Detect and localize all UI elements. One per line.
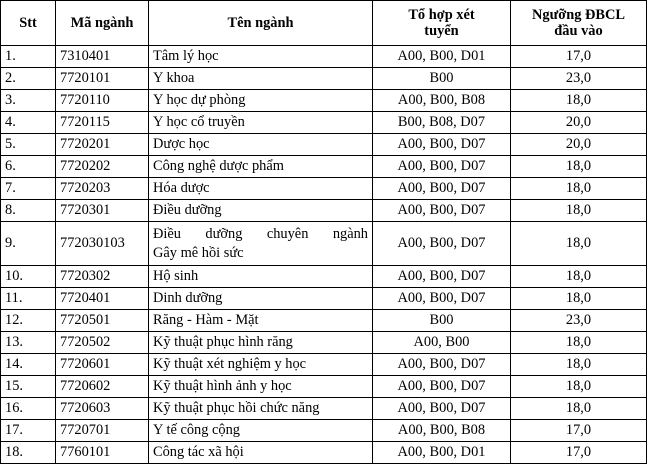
- cell-stt: 17.: [1, 420, 56, 442]
- cell-combo: B00: [373, 68, 511, 90]
- cell-score: 18,0: [511, 178, 647, 200]
- cell-code: 772030103: [56, 222, 149, 266]
- header-score: [511, 1, 647, 46]
- cell-stt: 16.: [1, 398, 56, 420]
- table-row: [1, 354, 647, 376]
- cell-stt: 1.: [1, 46, 56, 68]
- cell-name: Hộ sinh: [149, 266, 373, 288]
- cell-name-line1: Điều dưỡng chuyên ngành: [153, 225, 368, 242]
- cell-combo: A00, B00, D07: [373, 156, 511, 178]
- cell-stt: 7.: [1, 178, 56, 200]
- cell-code: 7720302: [56, 266, 149, 288]
- cell-name: Y tế công cộng: [149, 420, 373, 442]
- header-code: Mã ngành: [56, 1, 149, 46]
- cell-name: Y học cổ truyền: [149, 112, 373, 134]
- cell-name: Kỹ thuật phục hồi chức năng: [149, 398, 373, 420]
- cell-combo: A00, B00, D01: [373, 46, 511, 68]
- cell-combo: B00, B08, D07: [373, 112, 511, 134]
- cell-stt: 13.: [1, 332, 56, 354]
- cell-name: Dược học: [149, 134, 373, 156]
- cell-name: Công nghệ dược phẩm: [149, 156, 373, 178]
- header-score-line1: Ngưỡng ĐBCL: [532, 7, 625, 23]
- header-combo: [373, 1, 511, 46]
- cell-combo: A00, B00, D07: [373, 376, 511, 398]
- cell-stt: 2.: [1, 68, 56, 90]
- cell-name: Kỹ thuật hình ảnh y học: [149, 376, 373, 398]
- cell-score: 18,0: [511, 376, 647, 398]
- cell-name: Dinh dưỡng: [149, 288, 373, 310]
- cell-combo: A00, B00, D07: [373, 200, 511, 222]
- table-row: [1, 134, 647, 156]
- cell-stt: 5.: [1, 134, 56, 156]
- table-row: [1, 398, 647, 420]
- header-combo-line1: Tổ hợp xét: [408, 7, 475, 23]
- header-row: [1, 1, 647, 46]
- cell-stt: 15.: [1, 376, 56, 398]
- table-row: [1, 420, 647, 442]
- cell-stt: 3.: [1, 90, 56, 112]
- table-row: [1, 68, 647, 90]
- cell-score: 18,0: [511, 156, 647, 178]
- cell-name: Kỹ thuật phục hình răng: [149, 332, 373, 354]
- cell-code: 7720201: [56, 134, 149, 156]
- cell-code: 7720501: [56, 310, 149, 332]
- cell-combo: A00, B00, D07: [373, 288, 511, 310]
- cell-combo: A00, B00, D07: [373, 178, 511, 200]
- cell-stt: 11.: [1, 288, 56, 310]
- cell-name: Công tác xã hội: [149, 442, 373, 464]
- cell-score: 18,0: [511, 200, 647, 222]
- cell-combo: A00, B00, D07: [373, 134, 511, 156]
- cell-combo: A00, B00: [373, 332, 511, 354]
- cell-score: 18,0: [511, 266, 647, 288]
- cell-name: Điều dưỡng: [149, 200, 373, 222]
- cell-code: 7760101: [56, 442, 149, 464]
- cell-code: 7310401: [56, 46, 149, 68]
- cell-code: 7720502: [56, 332, 149, 354]
- cell-name: Hóa dược: [149, 178, 373, 200]
- cell-combo: A00, B00, D07: [373, 398, 511, 420]
- cell-combo: A00, B00, B08: [373, 420, 511, 442]
- table-row: [1, 442, 647, 464]
- cell-score: 18,0: [511, 288, 647, 310]
- cell-score: 18,0: [511, 222, 647, 266]
- cell-code: 7720203: [56, 178, 149, 200]
- cell-combo: A00, B00, D07: [373, 266, 511, 288]
- table-row: [1, 222, 647, 266]
- header-combo-line2: tuyển: [424, 23, 459, 39]
- cell-code: 7720401: [56, 288, 149, 310]
- cell-name: Kỹ thuật xét nghiệm y học: [149, 354, 373, 376]
- cell-stt: 10.: [1, 266, 56, 288]
- table-row: [1, 332, 647, 354]
- cell-combo: B00: [373, 310, 511, 332]
- cell-name: [149, 222, 373, 266]
- cell-stt: 14.: [1, 354, 56, 376]
- cell-combo: A00, B00, D01: [373, 442, 511, 464]
- cell-score: 18,0: [511, 354, 647, 376]
- table-row: [1, 288, 647, 310]
- cell-score: 23,0: [511, 310, 647, 332]
- cell-code: 7720110: [56, 90, 149, 112]
- cell-code: 7720202: [56, 156, 149, 178]
- table-row: [1, 266, 647, 288]
- table-row: [1, 90, 647, 112]
- cell-stt: 8.: [1, 200, 56, 222]
- cell-score: 17,0: [511, 442, 647, 464]
- cell-score: 20,0: [511, 134, 647, 156]
- header-score-line2: đầu vào: [554, 23, 603, 39]
- table-row: [1, 112, 647, 134]
- cell-score: 18,0: [511, 90, 647, 112]
- cell-name: Răng - Hàm - Mặt: [149, 310, 373, 332]
- cell-name: Y học dự phòng: [149, 90, 373, 112]
- cell-code: 7720301: [56, 200, 149, 222]
- cell-stt: 9.: [1, 222, 56, 266]
- cell-code: 7720101: [56, 68, 149, 90]
- cell-score: 17,0: [511, 420, 647, 442]
- cell-combo: A00, B00, B08: [373, 90, 511, 112]
- table-row: [1, 376, 647, 398]
- cell-code: 7720115: [56, 112, 149, 134]
- cell-combo: A00, B00, D07: [373, 222, 511, 266]
- cell-stt: 12.: [1, 310, 56, 332]
- cell-code: 7720602: [56, 376, 149, 398]
- table-row: [1, 310, 647, 332]
- table-row: [1, 200, 647, 222]
- cell-stt: 6.: [1, 156, 56, 178]
- table-row: [1, 46, 647, 68]
- cell-name: Tâm lý học: [149, 46, 373, 68]
- cell-name: Y khoa: [149, 68, 373, 90]
- cell-code: 7720601: [56, 354, 149, 376]
- header-stt: Stt: [1, 1, 56, 46]
- cell-score: 20,0: [511, 112, 647, 134]
- cell-code: 7720701: [56, 420, 149, 442]
- cell-score: 17,0: [511, 46, 647, 68]
- cell-stt: 4.: [1, 112, 56, 134]
- table-row: [1, 178, 647, 200]
- cell-code: 7720603: [56, 398, 149, 420]
- cell-stt: 18.: [1, 442, 56, 464]
- table-row: [1, 156, 647, 178]
- header-name: Tên ngành: [149, 1, 373, 46]
- cell-score: 23,0: [511, 68, 647, 90]
- cell-combo: A00, B00, D07: [373, 354, 511, 376]
- cell-score: 18,0: [511, 332, 647, 354]
- cell-score: 18,0: [511, 398, 647, 420]
- cell-name-line2: Gây mê hồi sức: [153, 244, 244, 261]
